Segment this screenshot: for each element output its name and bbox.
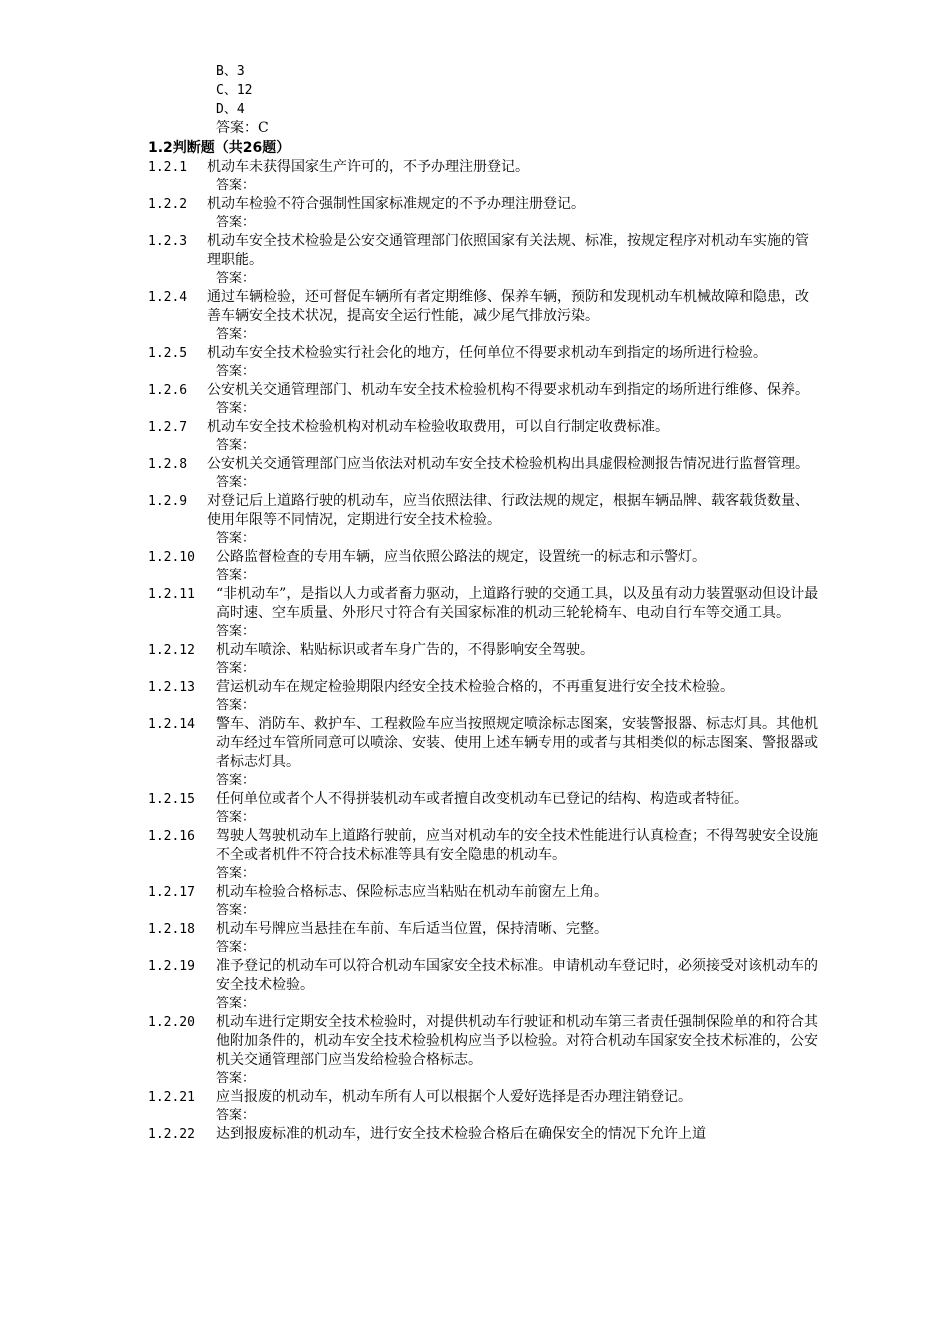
question-text: 公安机关交通管理部门、机动车安全技术检验机构不得要求机动车到指定的场所进行维修、保养。: [207, 382, 809, 398]
question-number: 1.2.18: [148, 922, 195, 937]
option-c: C、12: [216, 83, 253, 98]
question-text: 机动车进行定期安全技术检验时，对提供机动车行驶证和机动车第三者责任强制保险单的和符合其他附加条件的，机动车安全技术检验机构应当予以检验。对符合机动车国家安全技术标准的，公安机关交通管理部门应当发给检验合格标志。: [216, 1014, 818, 1068]
answer-label: 答案：: [216, 531, 256, 546]
answer-label: 答案：: [216, 1071, 256, 1086]
question-number: 1.2.21: [148, 1090, 195, 1105]
question-number: 1.2.9: [148, 494, 188, 509]
question-text: 应当报废的机动车，机动车所有人可以根据个人爱好选择是否办理注销登记。: [216, 1089, 692, 1105]
question-item: [0, 1125, 950, 1144]
question-text: 机动车未获得国家生产许可的，不予办理注册登记。: [207, 159, 529, 175]
question-item: [0, 195, 950, 214]
question-item: [0, 158, 950, 177]
question-item: [0, 418, 950, 437]
answer-label: 答案：: [216, 661, 256, 676]
question-number: 1.2.1: [148, 160, 188, 175]
question-text: 机动车检验合格标志、保险标志应当粘贴在机动车前窗左上角。: [216, 884, 608, 900]
question-item: [0, 492, 950, 530]
question-number: 1.2.12: [148, 643, 195, 658]
question-number: 1.2.13: [148, 680, 195, 695]
answer-label: 答案：: [216, 364, 256, 379]
question-number: 1.2.11: [148, 587, 195, 602]
question-text: 警车、消防车、救护车、工程救险车应当按照规定喷涂标志图案，安装警报器、标志灯具。其他机动车经过车管所同意可以喷涂、安装、使用上述车辆专用的或者与其相类似的标志图案、警报器或者标志灯具。: [216, 716, 818, 770]
question-item: [0, 344, 950, 363]
question-number: 1.2.22: [148, 1127, 195, 1142]
question-text: 达到报废标准的机动车，进行安全技术检验合格后在确保安全的情况下允许上道: [216, 1126, 706, 1142]
answer-label: 答案：: [216, 624, 256, 639]
answer-label: 答案：: [216, 178, 256, 193]
question-text: 机动车号牌应当悬挂在车前、车后适当位置，保持清晰、完整。: [216, 921, 608, 937]
question-item: [0, 455, 950, 474]
question-number: 1.2.14: [148, 717, 195, 732]
question-number: 1.2.2: [148, 197, 188, 212]
question-item: [0, 715, 950, 772]
option-b: B、3: [216, 64, 245, 79]
answer-label: 答案：: [216, 475, 256, 490]
question-text: 机动车检验不符合强制性国家标准规定的不予办理注册登记。: [207, 196, 585, 212]
question-number: 1.2.5: [148, 346, 188, 361]
document-page: [0, 62, 950, 1144]
question-text: 公路监督检查的专用车辆，应当依照公路法的规定，设置统一的标志和示警灯。: [216, 549, 706, 565]
question-number: 1.2.7: [148, 420, 188, 435]
answer-label: 答案：: [216, 327, 256, 342]
answer-label: 答案：: [216, 438, 256, 453]
section-title: 1.2判断题（共26题）: [148, 140, 291, 156]
question-item: [0, 1088, 950, 1107]
question-item: [0, 641, 950, 660]
question-item: [0, 678, 950, 697]
question-text: “非机动车”，是指以人力或者畜力驱动，上道路行驶的交通工具，以及虽有动力装置驱动但设计最高时速、空车质量、外形尺寸符合有关国家标准的机动三轮轮椅车、电动自行车等交通工具。: [216, 586, 819, 621]
question-number: 1.2.15: [148, 792, 195, 807]
question-number: 1.2.19: [148, 959, 195, 974]
question-item: [0, 232, 950, 270]
question-text: 机动车安全技术检验机构对机动车检验收取费用，可以自行制定收费标准。: [207, 419, 669, 435]
question-item: [0, 585, 950, 623]
question-text: 通过车辆检验，还可督促车辆所有者定期维修、保养车辆，预防和发现机动车机械故障和隐患，改善车辆安全技术状况，提高安全运行性能，减少尾气排放污染。: [207, 289, 809, 324]
question-text: 营运机动车在规定检验期限内经安全技术检验合格的，不再重复进行安全技术检验。: [216, 679, 734, 695]
question-text: 准予登记的机动车可以符合机动车国家安全技术标准。申请机动车登记时，必须接受对该机动车的安全技术检验。: [216, 958, 818, 993]
question-item: [0, 883, 950, 902]
previous-answer: 答案：C: [216, 120, 269, 136]
answer-label: 答案：: [216, 903, 256, 918]
answer-label: 答案：: [216, 866, 256, 881]
question-item: [0, 827, 950, 865]
answer-label: 答案：: [216, 568, 256, 583]
answer-label: 答案：: [216, 215, 256, 230]
question-number: 1.2.6: [148, 383, 188, 398]
question-number: 1.2.20: [148, 1015, 195, 1030]
answer-label: 答案：: [216, 271, 256, 286]
question-text: 机动车喷涂、粘贴标识或者车身广告的，不得影响安全驾驶。: [216, 642, 594, 658]
answer-label: 答案：: [216, 401, 256, 416]
question-item: [0, 288, 950, 326]
question-number: 1.2.16: [148, 829, 195, 844]
question-item: [0, 790, 950, 809]
question-text: 任何单位或者个人不得拼装机动车或者擅自改变机动车已登记的结构、构造或者特征。: [216, 791, 748, 807]
question-text: 机动车安全技术检验实行社会化的地方，任何单位不得要求机动车到指定的场所进行检验。: [207, 345, 767, 361]
question-item: [0, 548, 950, 567]
option-d: D、4: [216, 102, 245, 117]
question-text: 公安机关交通管理部门应当依法对机动车安全技术检验机构出具虚假检测报告情况进行监督管理。: [207, 456, 809, 472]
answer-label: 答案：: [216, 940, 256, 955]
question-list: [0, 158, 950, 1144]
question-number: 1.2.3: [148, 234, 188, 249]
question-number: 1.2.4: [148, 290, 188, 305]
question-number: 1.2.17: [148, 885, 195, 900]
question-item: [0, 381, 950, 400]
answer-label: 答案：: [216, 996, 256, 1011]
question-number: 1.2.10: [148, 550, 195, 565]
answer-label: 答案：: [216, 698, 256, 713]
question-text: 机动车安全技术检验是公安交通管理部门依照国家有关法规、标准，按规定程序对机动车实施的管理职能。: [207, 233, 809, 268]
answer-label: 答案：: [216, 1108, 256, 1123]
answer-label: 答案：: [216, 773, 256, 788]
question-text: 对登记后上道路行驶的机动车，应当依照法律、行政法规的规定，根据车辆品牌、载客载货数量、使用年限等不同情况，定期进行安全技术检验。: [207, 493, 809, 528]
question-item: [0, 957, 950, 995]
question-number: 1.2.8: [148, 457, 188, 472]
question-item: [0, 920, 950, 939]
question-text: 驾驶人驾驶机动车上道路行驶前，应当对机动车的安全技术性能进行认真检查；不得驾驶安全设施不全或者机件不符合技术标准等具有安全隐患的机动车。: [216, 828, 818, 863]
question-item: [0, 1013, 950, 1070]
answer-label: 答案：: [216, 810, 256, 825]
